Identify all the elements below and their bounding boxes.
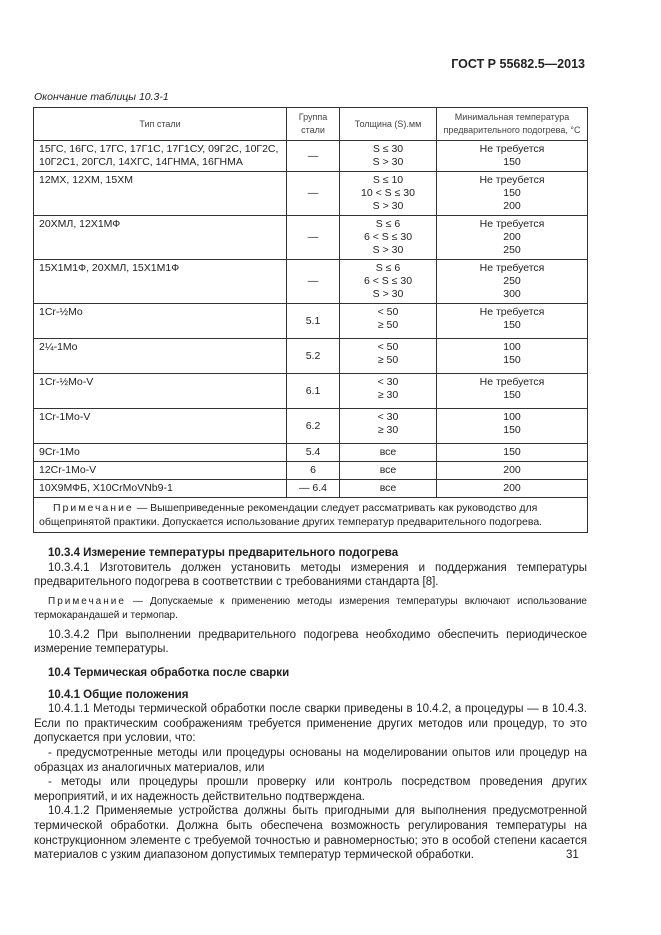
table-row (34, 339, 588, 374)
cell-thickness-line: < 50 (377, 306, 399, 318)
cell-thickness (340, 304, 437, 339)
cell-steel-group: — (287, 216, 340, 260)
cell-thickness-line: S > 30 (372, 244, 404, 256)
cell-steel-type: 12МХ, 12ХМ, 15ХМ (34, 172, 287, 216)
section-10-4-1: 10.4.1 Общие положения (48, 688, 189, 701)
col-header-thickness: Толщина (S).мм (340, 108, 437, 141)
cell-steel-group: — (287, 141, 340, 172)
cell-temperature-line: Не требуется (479, 262, 545, 274)
note-2: Примечание — Допускаемые к применению методы измерения температуры включают использование термокарандашей и термопар. (34, 595, 587, 621)
para-10-4-1-2: 10.4.1.2 Применяемые устройства должны быть пригодными для выполнения предусмотренной термической обработки. Должна быть обеспечена возможность регулирования температуры на конструкционном элементе с требуемой точностью и равномерностью; это в особой степени касается материалов с узким диапазоном допустимых температур термической обработки. (34, 805, 587, 862)
cell-thickness-line: все (379, 446, 397, 458)
cell-temperature-line: 150 (503, 354, 521, 366)
para-10-3-4-2: 10.3.4.2 При выполнении предварительного подогрева необходимо обеспечить периодическое измерение температуры. (34, 628, 587, 656)
cell-thickness-line: ≥ 30 (377, 389, 399, 401)
cell-steel-type: 1Cr-½Mo-V (34, 374, 287, 409)
cell-thickness-line: < 50 (377, 341, 399, 353)
cell-temperature-line: Не треубется (479, 174, 545, 186)
table-row (34, 444, 588, 462)
cell-thickness (340, 409, 437, 444)
cell-steel-type: 20ХМЛ, 12Х1МФ (34, 216, 287, 260)
cell-steel-group: — (287, 172, 340, 216)
cell-temperature (437, 304, 588, 339)
cell-thickness (340, 172, 437, 216)
cell-temperature-line: 150 (503, 389, 521, 401)
cell-temperature-line: 250 (503, 275, 521, 287)
cell-temperature (437, 480, 588, 498)
cell-temperature (437, 462, 588, 480)
cell-temperature-line: 100 (503, 411, 521, 423)
cell-temperature-line: 250 (503, 244, 521, 256)
cell-steel-group: — (287, 260, 340, 304)
table-row (34, 260, 588, 304)
cell-steel-group: 6 (287, 462, 340, 480)
cell-temperature-line: Не требуется (479, 143, 545, 155)
cell-temperature-line: 150 (503, 319, 521, 331)
cell-thickness-line: S ≤ 6 (375, 218, 401, 230)
cell-steel-type: 15ГС, 16ГС, 17ГС, 17Г1С, 17Г1СУ, 09Г2С, 10Г2С, 10Г2С1, 20ГСЛ, 14ХГС, 14ГНМА, 16ГНМА (34, 141, 287, 172)
cell-thickness-line: S ≤ 6 (375, 262, 401, 274)
table-row (34, 141, 588, 172)
cell-steel-group: 6.2 (287, 409, 340, 444)
bullet-2: - методы или процедуры прошли проверку или контроль посредством проведения других мероприятий, и их надежность действительно подтверждена. (34, 776, 587, 803)
cell-temperature (437, 260, 588, 304)
table-row (34, 216, 588, 260)
page-number: 31 (566, 849, 579, 861)
cell-steel-type: 2¼-1Mo (34, 339, 287, 374)
cell-temperature (437, 216, 588, 260)
cell-temperature-line: 200 (503, 231, 521, 243)
cell-thickness (340, 216, 437, 260)
cell-thickness-line: S ≤ 30 (372, 143, 404, 155)
cell-temperature (437, 374, 588, 409)
cell-temperature-line: 300 (503, 288, 521, 300)
cell-steel-group: — 6.4 (287, 480, 340, 498)
col-header-temperature: Минимальная температура предварительного подогрева, °С (437, 108, 588, 141)
section-10-4: 10.4 Термическая обработка после сварки (48, 666, 290, 679)
cell-temperature-line: 200 (503, 482, 521, 494)
cell-temperature (437, 409, 588, 444)
cell-thickness (340, 260, 437, 304)
cell-thickness-line: ≥ 50 (377, 354, 399, 366)
cell-temperature-line: 150 (503, 156, 521, 168)
col-header-steel: Тип стали (34, 108, 287, 141)
cell-thickness-line: 6 < S ≤ 30 (363, 231, 413, 243)
cell-thickness-line: 10 < S ≤ 30 (361, 187, 415, 199)
cell-thickness (340, 374, 437, 409)
table-row (34, 480, 588, 498)
cell-thickness-line: все (379, 464, 397, 476)
section-10-3-4: 10.3.4 Измерение температуры предварительного подогрева (48, 547, 399, 559)
cell-thickness-line: S ≤ 10 (372, 174, 404, 186)
cell-steel-group: 6.1 (287, 374, 340, 409)
cell-temperature (437, 172, 588, 216)
cell-steel-group: 5.2 (287, 339, 340, 374)
cell-thickness-line: все (379, 482, 397, 494)
table-note: Примечание — Вышеприведенные рекомендации следует рассматривать как руководство для общепринятой практики. Допускается использование других температур предварительного подогрева. (34, 498, 588, 533)
cell-steel-group: 5.1 (287, 304, 340, 339)
cell-steel-group: 5.4 (287, 444, 340, 462)
cell-temperature-line: Не требуется (479, 376, 545, 388)
cell-steel-type: 1Cr-1Mo-V (34, 409, 287, 444)
cell-temperature-line: 150 (503, 424, 521, 436)
cell-steel-type: 15Х1М1Ф, 20ХМЛ, 15Х1М1Ф (34, 260, 287, 304)
cell-thickness (340, 444, 437, 462)
table-row (34, 462, 588, 480)
document-header: ГОСТ Р 55682.5—2013 (451, 57, 585, 71)
cell-thickness-line: 6 < S ≤ 30 (363, 275, 413, 287)
table-row (34, 172, 588, 216)
cell-thickness-line: ≥ 50 (377, 319, 399, 331)
cell-thickness-line: S > 30 (372, 156, 404, 168)
table-row (34, 304, 588, 339)
cell-temperature-line: 200 (503, 464, 521, 476)
table-row (34, 409, 588, 444)
cell-steel-type: 1Cr-½Mo (34, 304, 287, 339)
cell-thickness (340, 462, 437, 480)
cell-temperature-line: 150 (503, 446, 521, 458)
cell-thickness (340, 339, 437, 374)
bullet-1: - предусмотренные методы или процедуры основаны на моделировании опытов или процедур на образцах из аналогичных материалов, или (34, 746, 587, 774)
cell-thickness-line: < 30 (377, 411, 399, 423)
cell-temperature-line: 200 (503, 200, 521, 212)
cell-steel-type: 12Cr-1Mo-V (34, 462, 287, 480)
cell-thickness (340, 141, 437, 172)
cell-temperature-line: 100 (503, 341, 521, 353)
col-header-group: Группа стали (287, 108, 340, 141)
table-row (34, 374, 588, 409)
cell-thickness (340, 480, 437, 498)
cell-thickness-line: < 30 (377, 376, 399, 388)
cell-temperature (437, 141, 588, 172)
cell-temperature (437, 339, 588, 374)
cell-temperature-line: 150 (503, 187, 521, 199)
cell-thickness-line: ≥ 30 (377, 424, 399, 436)
cell-thickness-line: S > 30 (372, 200, 404, 212)
cell-temperature-line: Не требуется (479, 306, 545, 318)
para-10-3-4-1: 10.3.4.1 Изготовитель должен установить методы измерения и поддержания температуры предварительного подогрева в соответствии с требованиями стандарта [8]. (34, 561, 587, 589)
para-10-4-1-1: 10.4.1.1 Методы термической обработки после сварки приведены в 10.4.2, а процедуры — в 10.4.3. Если по практическим соображениям требуется применение других методов или процедур, то это допускается при условии, что: (34, 703, 587, 745)
cell-thickness-line: S > 30 (372, 288, 404, 300)
cell-steel-type: 9Cr-1Mo (34, 444, 287, 462)
cell-steel-type: 10Х9МФБ, X10CrMoVNb9-1 (34, 480, 287, 498)
cell-temperature-line: Не требуется (479, 218, 545, 230)
preheat-table (33, 107, 588, 533)
table-caption: Окончание таблицы 10.3-1 (34, 91, 169, 103)
cell-temperature (437, 444, 588, 462)
